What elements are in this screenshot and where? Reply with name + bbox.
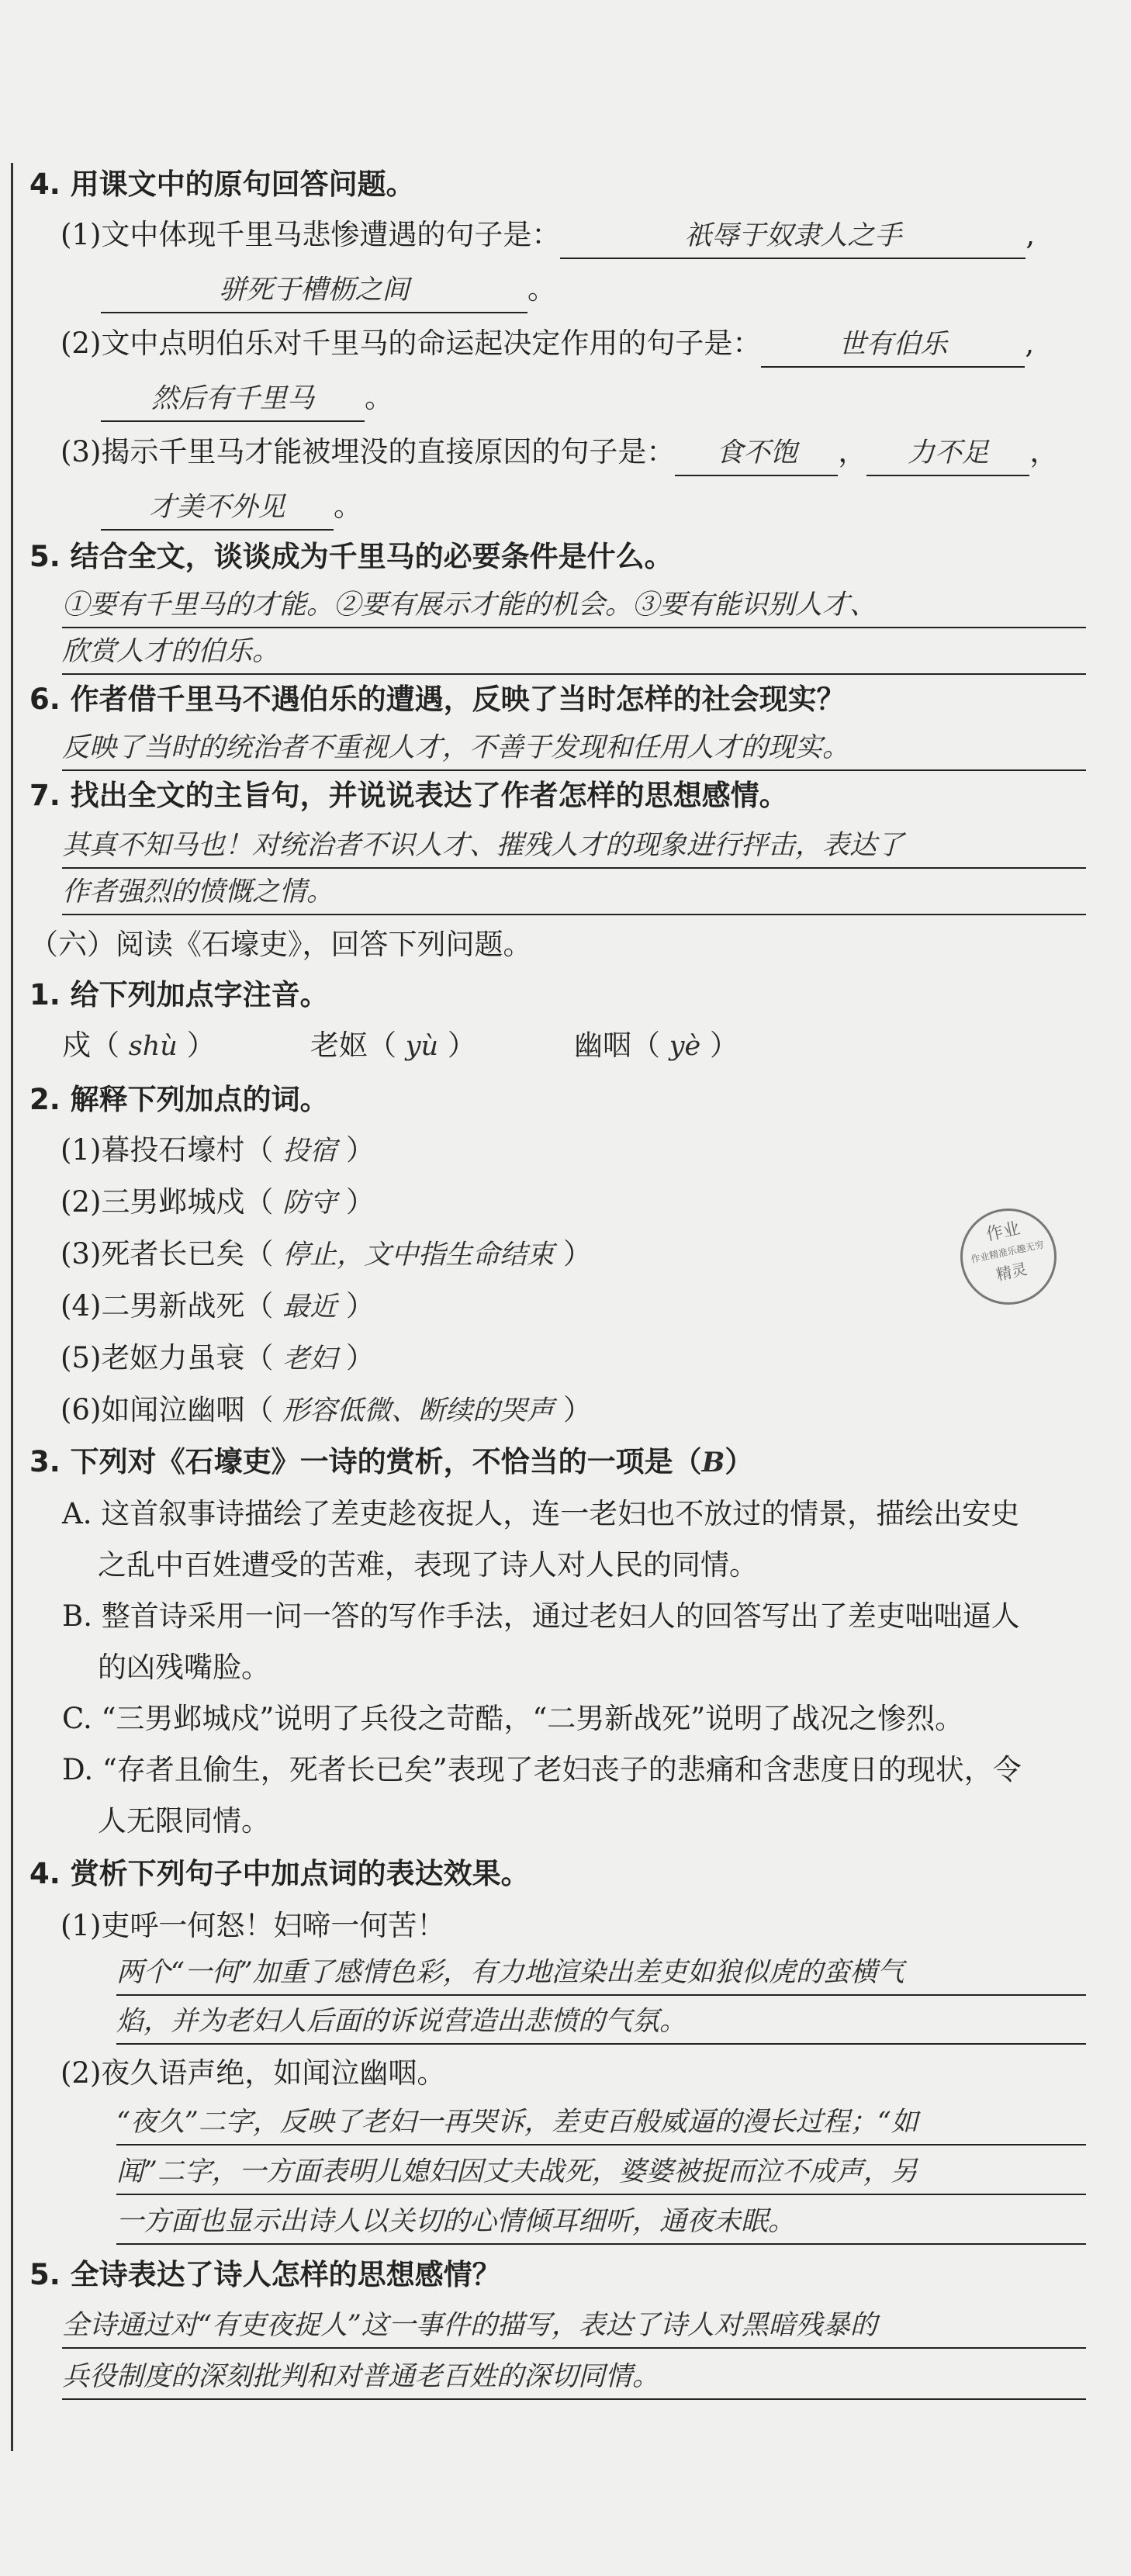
left-margin-line bbox=[11, 163, 13, 2451]
p2-item-6-question: (6)如闻泣幽咽 bbox=[61, 1393, 245, 1426]
q4-s3: (3)揭示千里马才能被埋没的直接原因的句子是： 食不饱 ， 力不足 ， bbox=[61, 430, 1058, 476]
p2-item-4: (4)二男新战死（ 最近 ） bbox=[61, 1289, 375, 1323]
q4-s2-line2: 然后有千里马 。 bbox=[101, 376, 393, 422]
q4-s1: (1)文中体现千里马悲惨遭遇的句子是： 祇辱于奴隶人之手 , bbox=[61, 213, 1035, 259]
q4-s1-prefix: (1)文中体现千里马悲惨遭遇的句子是： bbox=[61, 218, 561, 251]
q4-s3-prefix: (3)揭示千里马才能被埋没的直接原因的句子是： bbox=[61, 435, 676, 469]
p3-option-d-line2: 人无限同情。 bbox=[98, 1804, 270, 1838]
p1-title: 1. 给下列加点字注音。 bbox=[29, 978, 329, 1011]
q4-s1-line2: 骈死于槽枥之间 。 bbox=[101, 268, 556, 313]
p2-item-6: (6)如闻泣幽咽（ 形容低微、断续的哭声 ） bbox=[61, 1393, 592, 1426]
q4-s2-answer2: 然后有千里马 bbox=[101, 377, 365, 422]
q4-title: 4. 用课文中的原句回答问题。 bbox=[29, 168, 415, 201]
q7-title: 7. 找出全文的主旨句，并说说表达了作者怎样的思想感情。 bbox=[29, 779, 788, 812]
p4-s2-answer-line2: 闻”二字，一方面表明儿媳妇因丈夫战死，婆婆被捉而泣不成声，另 bbox=[116, 2150, 1086, 2195]
q6-answer-line1: 反映了当时的统治者不重视人才，不善于发现和任用人才的现实。 bbox=[62, 726, 1086, 771]
q5-title: 5. 结合全文，谈谈成为千里马的必要条件是什么。 bbox=[29, 540, 673, 573]
p2-item-5: (5)老妪力虽衰（ 老妇 ） bbox=[61, 1341, 375, 1374]
q4-s3-answer3: 才美不外见 bbox=[101, 486, 334, 531]
p3-option-b-line2: 的凶残嘴脸。 bbox=[98, 1651, 270, 1684]
p3-title-end: ） bbox=[725, 1445, 754, 1478]
p3-answer: B bbox=[701, 1447, 725, 1478]
p2-item-4-answer: 最近 bbox=[282, 1291, 337, 1323]
q5-answer-line1: ①要有千里马的才能。②要有展示才能的机会。③要有能识别人才、 bbox=[62, 583, 1086, 628]
p1-item-2-answer: yù bbox=[405, 1031, 439, 1062]
q7-answer-line2: 作者强烈的愤慨之情。 bbox=[62, 870, 1086, 915]
q5-answer-line2: 欣赏人才的伯乐。 bbox=[62, 630, 1086, 675]
p4-s2: (2)夜久语声绝，如闻泣幽咽。 bbox=[61, 2056, 446, 2090]
p3-title-text: 3. 下列对《石壕吏》一诗的赏析，不恰当的一项是（ bbox=[29, 1445, 702, 1478]
p4-s1-answer-line1: 两个“一何”加重了感情色彩，有力地渲染出差吏如狼似虎的蛮横气 bbox=[116, 1951, 1086, 1996]
q4-s3-answer2: 力不足 bbox=[866, 431, 1029, 476]
p2-item-2-answer: 防守 bbox=[282, 1188, 337, 1219]
p4-s2-answer-line3: 一方面也显示出诗人以关切的心情倾耳细听，通夜未眠。 bbox=[116, 2200, 1086, 2245]
p2-item-3-answer: 停止，文中指生命结束 bbox=[282, 1240, 555, 1271]
p5-answer-line2: 兵役制度的深刻批判和对普通老百姓的深切同情。 bbox=[62, 2355, 1086, 2400]
stamp-bottom-text: 精灵 bbox=[994, 1259, 1029, 1285]
p4-title: 4. 赏析下列句子中加点词的表达效果。 bbox=[29, 1857, 530, 1890]
q4-s2-prefix: (2)文中点明伯乐对千里马的命运起决定作用的句子是： bbox=[61, 327, 762, 360]
p2-item-2: (2)三男邺城戍（ 防守 ） bbox=[61, 1185, 375, 1219]
p1-item-2-char: 老妪 bbox=[310, 1029, 368, 1062]
q7-answer-line1: 其真不知马也！对统治者不识人才、摧残人才的现象进行抨击，表达了 bbox=[62, 824, 1086, 869]
stamp-mid-text: 作业精准乐趣无穷 bbox=[970, 1239, 1046, 1265]
p1-item-3-answer: yè bbox=[669, 1031, 701, 1062]
homework-stamp-icon bbox=[951, 1199, 1065, 1313]
p2-item-1: (1)暮投石壕村（ 投宿 ） bbox=[61, 1133, 375, 1167]
p2-item-3: (3)死者长已矣（ 停止，文中指生命结束 ） bbox=[61, 1237, 592, 1271]
p2-item-1-answer: 投宿 bbox=[282, 1136, 337, 1167]
p2-item-5-answer: 老妇 bbox=[282, 1343, 337, 1374]
q4-s3-answer1: 食不饱 bbox=[675, 431, 838, 476]
p2-item-6-answer: 形容低微、断续的哭声 bbox=[282, 1395, 555, 1426]
p3-option-d-line1: D. “存者且偷生，死者长已矣”表现了老妇丧子的悲痛和含悲度日的现状，令 bbox=[62, 1753, 1022, 1786]
q4-s2: (2)文中点明伯乐对千里马的命运起决定作用的句子是： 世有伯乐 , bbox=[61, 322, 1034, 368]
p3-title bbox=[29, 1440, 753, 1485]
p3-option-c-line1: C. “三男邺城戍”说明了兵役之苛酷，“二男新战死”说明了战况之惨烈。 bbox=[62, 1702, 964, 1735]
p4-s1: (1)吏呼一何怒！妇啼一何苦！ bbox=[61, 1909, 446, 1942]
p2-title: 2. 解释下列加点的词。 bbox=[29, 1083, 329, 1116]
p3-option-b-line1: B. 整首诗采用一问一答的写作手法，通过老妇人的回答写出了差吏咄咄逼人 bbox=[62, 1599, 1020, 1633]
q4-s1-answer1: 祇辱于奴隶人之手 bbox=[560, 214, 1026, 259]
p3-option-a-line1: A. 这首叙事诗描绘了差吏趁夜捉人，连一老妇也不放过的情景，描绘出安史 bbox=[62, 1497, 1020, 1530]
p1-item-3: 幽咽（ yè ） bbox=[574, 1029, 739, 1062]
p4-s2-answer-line1: “夜久”二字，反映了老妇一再哭诉，差吏百般威逼的漫长过程；“如 bbox=[116, 2101, 1086, 2146]
p1-item-3-char: 幽咽 bbox=[574, 1029, 631, 1062]
stamp-top-text: 作业 bbox=[984, 1219, 1022, 1246]
section6-title: （六）阅读《石壕吏》，回答下列问题。 bbox=[29, 928, 532, 961]
p2-item-2-question: (2)三男邺城戍 bbox=[61, 1185, 245, 1219]
p1-item-2: 老妪（ yù ） bbox=[310, 1029, 476, 1062]
q4-s1-answer2: 骈死于槽枥之间 bbox=[101, 268, 527, 313]
p1-item-1: 戍（ shù ） bbox=[62, 1029, 216, 1062]
p1-item-1-answer: shù bbox=[128, 1031, 178, 1062]
p1-item-1-char: 戍 bbox=[62, 1029, 91, 1062]
q4-s3-line2: 才美不外见 。 bbox=[101, 485, 362, 531]
p2-item-5-question: (5)老妪力虽衰 bbox=[61, 1341, 245, 1374]
p4-s1-answer-line2: 焰，并为老妇人后面的诉说营造出悲愤的气氛。 bbox=[116, 2000, 1086, 2045]
p3-option-a-line2: 之乱中百姓遭受的苦难，表现了诗人对人民的同情。 bbox=[98, 1548, 758, 1582]
p5-title: 5. 全诗表达了诗人怎样的思想感情？ bbox=[29, 2258, 501, 2291]
q6-title: 6. 作者借千里马不遇伯乐的遭遇，反映了当时怎样的社会现实？ bbox=[29, 683, 846, 716]
p2-item-4-question: (4)二男新战死 bbox=[61, 1289, 245, 1323]
q4-s2-answer1: 世有伯乐 bbox=[761, 323, 1025, 368]
p5-answer-line1: 全诗通过对“有吏夜捉人”这一事件的描写，表达了诗人对黑暗残暴的 bbox=[62, 2304, 1086, 2349]
p2-item-1-question: (1)暮投石壕村 bbox=[61, 1133, 245, 1167]
p2-item-3-question: (3)死者长已矣 bbox=[61, 1237, 245, 1271]
